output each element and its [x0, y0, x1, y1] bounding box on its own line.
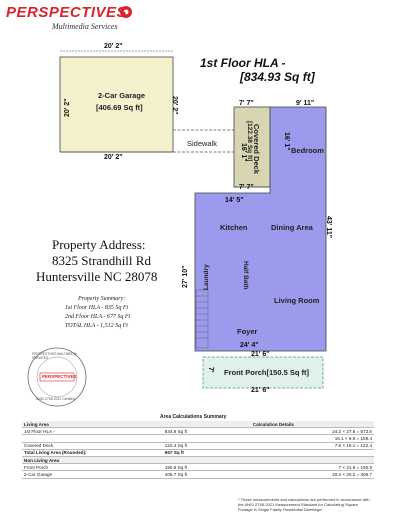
garage-area: [406.69 Sq ft] [96, 103, 143, 112]
table-row [22, 428, 374, 435]
right-height-label: 43' 11" [325, 216, 332, 239]
table-cell: Non Living Area [22, 456, 163, 463]
summary-line-1: 1st Floor HLA - 835 Sq Ft [65, 305, 129, 311]
bedroom-dim-top-label: 9' 11" [296, 100, 315, 107]
deck-dim-side-label: 16' 1" [240, 143, 247, 162]
table-cell: 24.2 × 27.8 = 673.5 [251, 428, 374, 435]
table-cell: 150.5 Sq ft [163, 464, 251, 471]
certification-stamp [26, 346, 88, 408]
sidewalk-label: Sidewalk [187, 139, 218, 148]
dining-label: Dining Area [271, 223, 313, 232]
table-cell: 7.6 × 16.1 = 122.4 [251, 442, 374, 449]
calc-table-title: Area Calculations Summary [160, 414, 227, 420]
table-header-cell [163, 421, 251, 428]
logo-name: PERSPECTIVES [6, 4, 128, 21]
summary-line-3: TOTAL HLA - 1,512 Sq Ft [65, 323, 128, 329]
left-height-label: 27' 10" [182, 265, 189, 288]
table-row [22, 442, 374, 449]
porch-label: Front Porch[150.5 Sq ft] [224, 368, 310, 377]
garage-dim-top-label: 20' 2" [104, 43, 123, 50]
garage-dim-left-label: 20' 2" [64, 98, 71, 117]
table-cell: 7 × 21.5 = 150.5 [251, 464, 374, 471]
garage-dim-right-label: 20' 2" [171, 96, 178, 115]
table-cell: 16.1 × 9.9 = 159.4 [251, 435, 374, 442]
porch-dim-bottom-label: 21' 6" [251, 387, 270, 394]
table-cell: 20.2 × 20.2 = 406.7 [251, 471, 374, 478]
address-heading: Property Address: [52, 237, 146, 252]
garage-label: 2-Car Garage [98, 91, 146, 100]
table-cell: 122.4 Sq ft [163, 442, 251, 449]
porch-dim-side-label: 7' [207, 367, 214, 373]
address-street: 8325 Strandhill Rd [52, 253, 151, 268]
table-cell [22, 435, 163, 442]
table-cell [163, 435, 251, 442]
bedroom-dim-side-label: 16' 1" [283, 132, 290, 151]
table-row [22, 464, 374, 471]
floor-area: [834.93 Sq ft] [240, 70, 315, 84]
table-header-cell: Living Area [22, 421, 163, 428]
logo-tagline: Multimedia Services [52, 22, 118, 31]
table-cell: Total Living Area (Rounded): [22, 449, 163, 456]
table-cell: 1st Floor HLA - [22, 428, 163, 435]
table-cell: 406.7 Sq ft [163, 471, 251, 478]
table-header-row [22, 421, 374, 428]
stamp-center: PERSPECTIVES [42, 374, 77, 379]
table-row [22, 449, 374, 456]
summary-heading: Property Summary: [78, 296, 126, 302]
porch-dim-top-label: 21' 6" [251, 351, 270, 358]
calc-table [22, 421, 374, 479]
table-row [22, 435, 374, 442]
table-cell [163, 456, 251, 463]
summary-line-2: 2nd Floor HLA - 677 Sq Ft [65, 314, 131, 320]
table-row [22, 471, 374, 478]
table-row [22, 456, 374, 463]
upper-width-label: 14' 5" [225, 197, 244, 204]
bedroom-label: Bedroom [291, 146, 324, 155]
table-cell [251, 456, 374, 463]
address-city: Huntersville NC 28078 [36, 269, 158, 284]
table-cell [251, 449, 374, 456]
deck-area: [122.38 Sq ft] [246, 121, 253, 162]
deck-dim-top-label: 7' 7" [239, 100, 254, 107]
deck-label: Covered Deck [252, 124, 261, 175]
table-header-cell: Calculation Details [251, 421, 374, 428]
garage-dim-bottom-label: 20' 2" [104, 154, 123, 161]
table-cell: Front Porch [22, 464, 163, 471]
footnote: * These measurements and calculations are performed in accordance with the ANSI Z765-2021 Measurement Standard for Calculating Square Footage in Single Family Residential Dwellings* [238, 497, 370, 512]
living-room-label: Living Room [274, 296, 320, 305]
laundry-label: Laundry [203, 264, 210, 290]
deck-dim-bottom-label: 7' 7" [239, 184, 254, 191]
stamp-bottom: ANSI Z765-2021 Certified [36, 397, 75, 401]
floor-title: 1st Floor HLA - [200, 56, 286, 70]
table-cell: 957 Sq ft [163, 449, 251, 456]
kitchen-label: Kitchen [220, 223, 248, 232]
foyer-label: Foyer [237, 327, 258, 336]
half-bath-label: Half Bath [242, 261, 249, 290]
stamp-ring-text: PERSPECTIVES MULTIMEDIA SERVICES [32, 352, 77, 360]
table-cell: Covered Deck [22, 442, 163, 449]
table-cell: 834.9 Sq ft [163, 428, 251, 435]
table-cell: 2-Car Garage [22, 471, 163, 478]
bottom-width-label: 24' 4" [240, 342, 259, 349]
